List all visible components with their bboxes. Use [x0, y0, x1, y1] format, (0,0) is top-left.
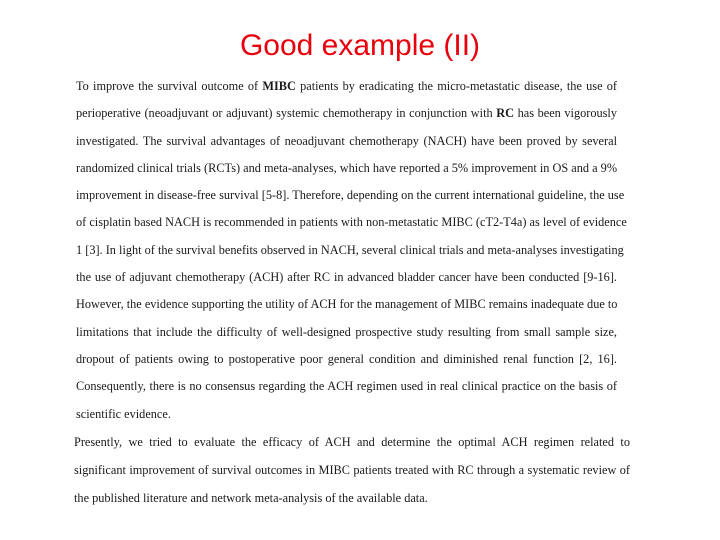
text-line: [76, 107, 617, 134]
paragraph-2: [74, 436, 630, 520]
text-segment: limitations that include the difficulty of well-designed prospective study resulting from small sample size,: [76, 324, 617, 339]
text-segment: Consequently, there is no consensus regarding the ACH regimen used in real clinical practice on the basis of: [76, 379, 617, 394]
text-segment: investigated. The survival advantages of neoadjuvant chemotherapy (NACH) have been proved by several: [76, 133, 617, 148]
text-segment: randomized clinical trials (RCTs) and meta-analyses, which have reported a 5% improvement in OS and a 9%: [76, 160, 618, 175]
text-line: [74, 492, 630, 520]
text-line: [76, 380, 617, 407]
text-line: [74, 436, 630, 464]
text-segment: 1 [3]. In light of the survival benefits observed in NACH, several clinical trials and meta-analyses investigating: [76, 242, 624, 257]
text-segment: has been vigorously: [514, 106, 618, 121]
text-line: [76, 135, 617, 162]
text-line: [76, 298, 617, 325]
text-segment: scientific evidence.: [76, 406, 171, 421]
text-line: [76, 215, 627, 243]
text-line: [76, 353, 617, 380]
text-segment: significant improvement of survival outcomes in MIBC patients treated with RC through a systematic review of: [74, 463, 630, 477]
paragraph-1: [76, 79, 627, 435]
text-segment: However, the evidence supporting the utility of ACH for the management of MIBC remains inadequate due to: [76, 297, 618, 312]
text-line: [76, 408, 617, 435]
text-segment: dropout of patients owing to postoperative poor general condition and diminished renal function [2, 16].: [76, 351, 617, 366]
bold-term: RC: [496, 106, 515, 121]
text-segment: the published literature and network meta-analysis of the available data.: [74, 491, 428, 505]
text-segment: of cisplatin based NACH is recommended in patients with non-metastatic MIBC (cT2-T4a) as level of evidence: [76, 215, 627, 230]
text-line: [76, 242, 624, 271]
text-line: [76, 80, 617, 107]
text-line: [76, 188, 625, 216]
bold-term: MIBC: [262, 79, 296, 93]
text-line: [74, 464, 630, 492]
text-line: [76, 271, 617, 298]
text-segment: improvement in disease-free survival [5-8]. Therefore, depending on the current international guideline, the use: [76, 188, 625, 203]
text-line: [76, 326, 617, 353]
slide-title: Good example (II): [239, 29, 481, 62]
text-segment: perioperative (neoadjuvant or adjuvant) systemic chemotherapy in conjunction with: [76, 106, 497, 121]
text-line: [76, 162, 617, 189]
text-segment: patients by eradicating the micro-metastatic disease, the use of: [295, 79, 617, 93]
text-segment: Presently, we tried to evaluate the efficacy of ACH and determine the optimal ACH regimen related to: [74, 435, 630, 449]
text-segment: To improve the survival outcome of: [76, 79, 263, 93]
text-segment: the use of adjuvant chemotherapy (ACH) after RC in advanced bladder cancer have been conducted [9-16].: [76, 270, 617, 285]
